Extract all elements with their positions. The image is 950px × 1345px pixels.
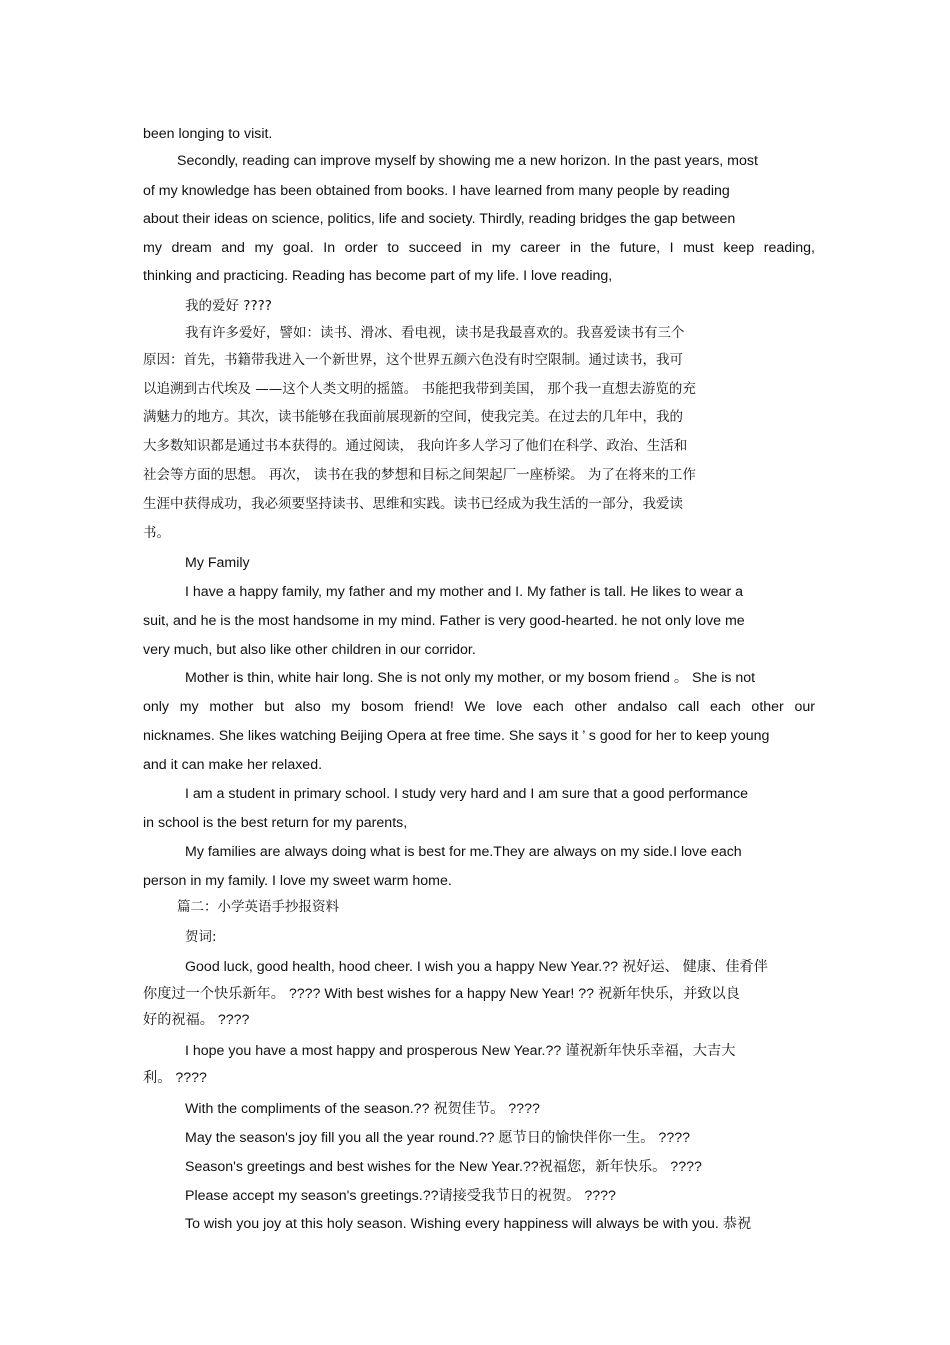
text-line: only my mother but also my bosom friend! We love each other andalso call each other our: [143, 699, 815, 715]
text-line: 书。: [143, 525, 170, 541]
text-line: and it can make her relaxed.: [143, 757, 323, 773]
text-line: 好的祝福。 ????: [143, 1012, 250, 1028]
section-heading: My Family: [185, 555, 250, 571]
text-line: nicknames. She likes watching Beijing Opera at free time. She says it ’ s good for her to keep young: [143, 728, 770, 744]
text-line: 社会等方面的思想。 再次， 读书在我的梦想和目标之间架起厂一座桥梁。 为了在将来的工作: [143, 467, 696, 483]
text-line: 大多数知识都是通过书本获得的。通过阅读， 我向许多人学习了他们在科学、政治、生活和: [143, 438, 688, 454]
text-line: 满魅力的地方。其次，读书能够在我面前展现新的空间，使我完美。在过去的几年中，我的: [143, 409, 683, 425]
text-line: 利。 ????: [143, 1070, 207, 1086]
text-line: Please accept my season's greetings.??请接受我节日的祝贺。 ????: [185, 1188, 616, 1204]
text-line: thinking and practicing. Reading has become part of my life. I love reading,: [143, 268, 613, 284]
text-line: about their ideas on science, politics, life and society. Thirdly, reading bridges the gap between: [143, 211, 736, 227]
text-line: my dream and my goal. In order to succeed in my career in the future, I must keep reading,: [143, 240, 815, 256]
text-line: 以追溯到古代埃及 ——这个人类文明的摇篮。 书能把我带到美国， 那个我一直想去游览的充: [143, 381, 696, 397]
text-line: May the season's joy fill you all the year round.?? 愿节日的愉快伴你一生。 ????: [185, 1130, 690, 1146]
text-line: Good luck, good health, hood cheer. I wish you a happy New Year.?? 祝好运、 健康、佳肴伴: [185, 959, 768, 975]
text-line: I hope you have a most happy and prosperous New Year.?? 谨祝新年快乐幸福，大吉大: [185, 1043, 736, 1059]
text-line: 生涯中获得成功，我必须要坚持读书、思维和实践。读书已经成为我生活的一部分，我爱读: [143, 496, 683, 512]
text-line: in school is the best return for my parents,: [143, 815, 408, 831]
text-line: Mother is thin, white hair long. She is not only my mother, or my bosom friend 。 She is not: [185, 670, 756, 686]
text-line: person in my family. I love my sweet warm home.: [143, 873, 452, 889]
text-line: very much, but also like other children in our corridor.: [143, 642, 476, 658]
text-line: been longing to visit.: [143, 126, 273, 142]
text-line: Secondly, reading can improve myself by showing me a new horizon. In the past years, most: [177, 153, 758, 169]
section-heading: 我的爱好 ????: [185, 298, 272, 314]
text-line: suit, and he is the most handsome in my mind. Father is very good-hearted. he not only love me: [143, 613, 745, 629]
section-heading: 篇二：小学英语手抄报资料: [177, 899, 339, 915]
text-line: 贺词:: [185, 929, 217, 945]
text-line: Season's greetings and best wishes for the New Year.??祝福您，新年快乐。 ????: [185, 1159, 702, 1175]
text-line: My families are always doing what is best for me.They are always on my side.I love each: [185, 844, 742, 860]
text-line: I have a happy family, my father and my mother and I. My father is tall. He likes to wear a: [185, 584, 744, 600]
text-line: 我有许多爱好，譬如：读书、滑冰、看电视，读书是我最喜欢的。我喜爱读书有三个: [185, 325, 685, 341]
text-line: 原因：首先，书籍带我进入一个新世界，这个世界五颜六色没有时空限制。通过读书，我可: [143, 352, 683, 368]
text-line: of my knowledge has been obtained from books. I have learned from many people by reading: [143, 183, 730, 199]
text-line: With the compliments of the season.?? 祝贺佳节。 ????: [185, 1101, 540, 1117]
text-line: 你度过一个快乐新年。 ???? With best wishes for a happy New Year! ?? 祝新年快乐，并致以良: [143, 986, 740, 1002]
text-line: To wish you joy at this holy season. Wishing every happiness will always be with you. 恭祝: [185, 1216, 752, 1232]
text-line: I am a student in primary school. I study very hard and I am sure that a good performance: [185, 786, 749, 802]
